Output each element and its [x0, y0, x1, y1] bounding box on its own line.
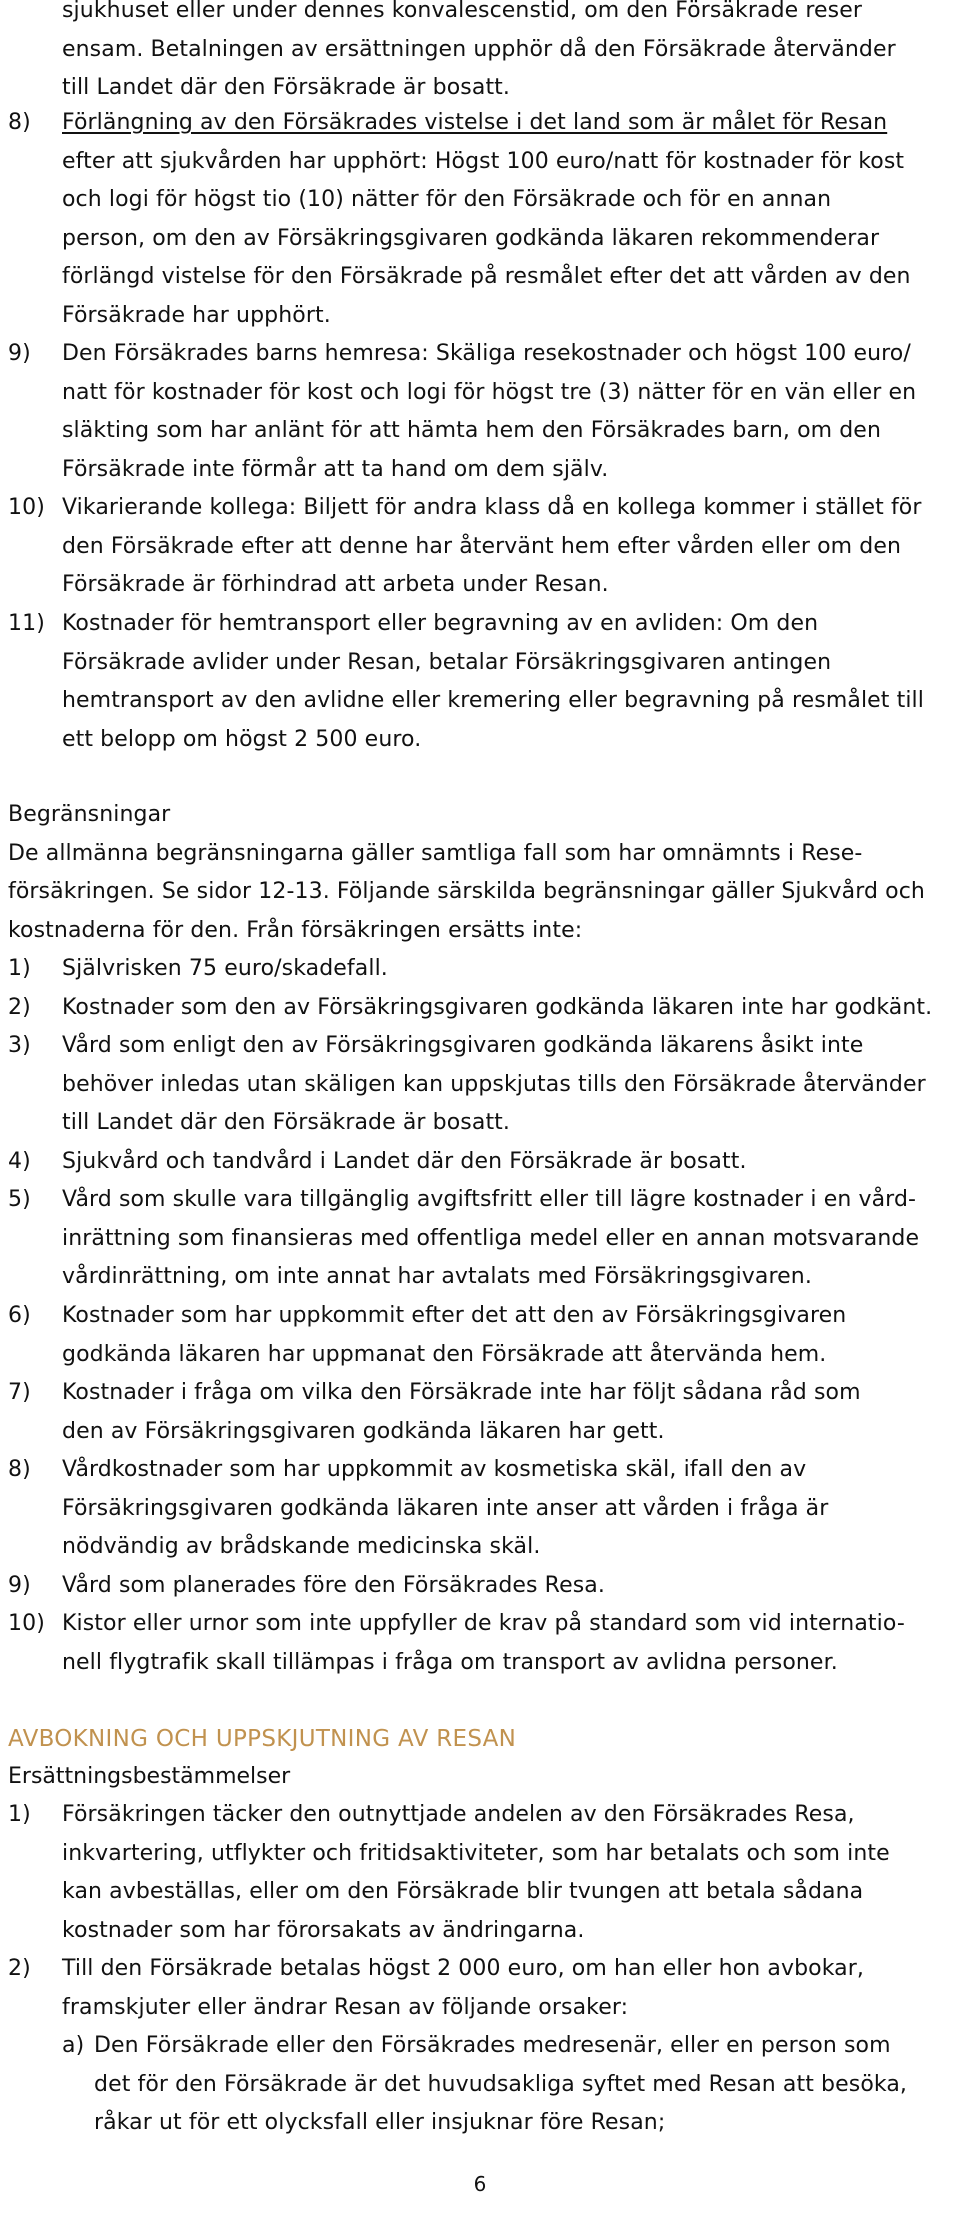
item-number: 2) — [8, 1956, 31, 1981]
limitations-intro-line: kostnaderna för den. Från försäkringen ersätts inte: — [8, 917, 583, 943]
item-line: nödvändig av brådskande medicinska skäl. — [62, 1534, 541, 1559]
item-line: vårdinrättning, om inte annat har avtalats med Försäkringsgivaren. — [62, 1264, 812, 1289]
item-number: a) — [62, 2033, 85, 2058]
item-line: den av Försäkringsgivaren godkända läkaren har gett. — [62, 1418, 665, 1444]
compensation-item-8 — [8, 104, 938, 335]
limitation-item-8 — [8, 1451, 938, 1567]
section-title: AVBOKNING OCH UPPSKJUTNING AV RESAN — [8, 1726, 517, 1752]
section-subheading: Ersättningsbestämmelser — [8, 1764, 291, 1789]
item-line: kostnader som har förorsakats av ändringarna. — [62, 1917, 585, 1943]
item-number: 10) — [8, 1611, 45, 1636]
item-line: Vårdkostnader som har uppkommit av kosmetiska skäl, ifall den av — [62, 1457, 807, 1482]
limitations-intro-line: försäkringen. Se sidor 12-13. Följande särskilda begränsningar gäller Sjukvård och — [8, 879, 925, 904]
item-line: Försäkrade avlider under Resan, betalar Försäkringsgivaren antingen — [62, 649, 832, 675]
item-line: efter att sjukvården har upphört: Högst 100 euro/natt för kostnader för kost — [62, 148, 905, 174]
item-line: råkar ut för ett olycksfall eller insjuknar före Resan; — [94, 2110, 666, 2135]
item-line: Den Försäkrades barns hemresa: Skäliga resekostnader och högst 100 euro/ — [62, 341, 911, 366]
item-line: Kostnader som den av Försäkringsgivaren godkända läkaren inte har godkänt. — [62, 995, 933, 1020]
item-line: inrättning som finansieras med offentliga medel eller en annan motsvarande — [62, 1225, 920, 1251]
item-line: framskjuter eller ändrar Resan av följande orsaker: — [62, 1994, 629, 2020]
item-line: Försäkringsgivaren godkända läkaren inte anser att vården i fråga är — [62, 1495, 829, 1521]
limitation-item-7 — [8, 1374, 938, 1451]
limitations-intro-line: De allmänna begränsningarna gäller samtliga fall som har omnämnts i Rese- — [8, 840, 863, 866]
item-line: Vård som skulle vara tillgänglig avgiftsfritt eller till lägre kostnader i en vård- — [62, 1187, 917, 1212]
limitation-item-1 — [8, 950, 938, 989]
item-line: Kistor eller urnor som inte uppfyller de krav på standard som vid internatio- — [62, 1611, 905, 1636]
cancellation-subitem-a — [62, 2027, 942, 2143]
item-number: 4) — [8, 1149, 31, 1174]
item-number: 8) — [8, 110, 31, 135]
item-line: Försäkrade är förhindrad att arbeta under Resan. — [62, 572, 609, 597]
limitation-item-9 — [8, 1567, 938, 1606]
item-number: 3) — [8, 1033, 31, 1058]
compensation-item-11 — [8, 605, 938, 759]
limitation-item-3 — [8, 1027, 938, 1143]
item-line: Försäkrade inte förmår att ta hand om dem själv. — [62, 456, 609, 482]
item-line: förlängd vistelse för den Försäkrade på resmålet efter det att vården av den — [62, 264, 911, 289]
limitation-item-2 — [8, 989, 938, 1028]
item-line: Vård som enligt den av Försäkringsgivaren godkända läkarens åsikt inte — [62, 1033, 864, 1058]
item-line: det för den Försäkrade är det huvudsakliga syftet med Resan att besöka, — [94, 2071, 908, 2097]
item-line: släkting som har anlänt för att hämta hem den Försäkrades barn, om den — [62, 418, 881, 443]
item-line: till Landet där den Försäkrade är bosatt. — [62, 1110, 510, 1135]
limitations-section — [8, 796, 948, 950]
item-line: natt för kostnader för kost och logi för högst tre (3) nätter för en vän eller en — [62, 379, 917, 405]
item-title-line: Förlängning av den Försäkrades vistelse i det land som är målet för Resan — [62, 110, 888, 135]
item-line: Kostnader för hemtransport eller begravning av en avliden: Om den — [62, 611, 819, 636]
item-number: 9) — [8, 1573, 31, 1598]
item-line: godkända läkaren har uppmanat den Försäkrade att återvända hem. — [62, 1341, 827, 1367]
item-line: kan avbeställas, eller om den Försäkrade blir tvungen att betala sådana — [62, 1879, 864, 1904]
item-line: Sjukvård och tandvård i Landet där den Försäkrade är bosatt. — [62, 1149, 747, 1174]
item-line — [62, 104, 938, 143]
item-line: inkvartering, utflykter och fritidsaktiviteter, som har betalats och som inte — [62, 1840, 890, 1866]
intro-paragraph — [62, 0, 942, 108]
item-number: 11) — [8, 611, 45, 636]
limitation-item-6 — [8, 1297, 938, 1374]
item-number: 1) — [8, 1802, 31, 1827]
item-number: 9) — [8, 341, 31, 366]
item-line: nell flygtrafik skall tillämpas i fråga om transport av avlidna personer. — [62, 1649, 838, 1675]
item-line: Vikarierande kollega: Biljett för andra klass då en kollega kommer i stället för — [62, 495, 922, 520]
limitations-heading: Begränsningar — [8, 802, 171, 827]
item-number: 8) — [8, 1457, 31, 1482]
cancellation-item-1 — [8, 1796, 938, 1950]
item-line: Den Försäkrade eller den Försäkrades medresenär, eller en person som — [94, 2033, 891, 2058]
item-number: 1) — [8, 956, 31, 981]
compensation-item-10 — [8, 489, 938, 605]
intro-line: till Landet där den Försäkrade är bosatt. — [62, 75, 510, 100]
item-line: hemtransport av den avlidne eller kremering eller begravning på resmålet till — [62, 688, 924, 713]
item-line: Försäkringen täcker den outnyttjade andelen av den Försäkrades Resa, — [62, 1802, 855, 1827]
item-line: den Försäkrade efter att denne har återvänt hem efter vården eller om den — [62, 533, 902, 559]
item-line: Självrisken 75 euro/skadefall. — [62, 956, 388, 981]
item-number: 2) — [8, 995, 31, 1020]
item-line: Kostnader som har uppkommit efter det att den av Försäkringsgivaren — [62, 1303, 847, 1328]
item-line: Försäkrade har upphört. — [62, 302, 331, 328]
item-line: Kostnader i fråga om vilka den Försäkrade inte har följt sådana råd som — [62, 1380, 861, 1405]
item-line: Vård som planerades före den Försäkrades Resa. — [62, 1573, 605, 1598]
compensation-item-9 — [8, 335, 938, 489]
item-number: 7) — [8, 1380, 31, 1405]
intro-line: ensam. Betalningen av ersättningen upphör då den Försäkrade återvänder — [62, 36, 896, 62]
item-line: och logi för högst tio (10) nätter för den Försäkrade och för en annan — [62, 187, 832, 212]
item-line: person, om den av Försäkringsgivaren godkända läkaren rekommenderar — [62, 225, 880, 251]
page-number: 6 — [473, 2172, 487, 2196]
cancellation-item-2 — [8, 1950, 938, 2027]
item-line: Till den Försäkrade betalas högst 2 000 euro, om han eller hon avbokar, — [62, 1956, 864, 1981]
limitation-item-5 — [8, 1181, 938, 1297]
item-number: 10) — [8, 495, 45, 520]
item-line: ett belopp om högst 2 500 euro. — [62, 726, 422, 752]
item-number: 6) — [8, 1303, 31, 1328]
intro-line: sjukhuset eller under dennes konvalescenstid, om den Försäkrade reser — [62, 0, 863, 23]
limitation-item-10 — [8, 1605, 938, 1682]
limitation-item-4 — [8, 1143, 938, 1182]
item-line: behöver inledas utan skäligen kan uppskjutas tills den Försäkrade återvänder — [62, 1071, 926, 1097]
item-number: 5) — [8, 1187, 31, 1212]
